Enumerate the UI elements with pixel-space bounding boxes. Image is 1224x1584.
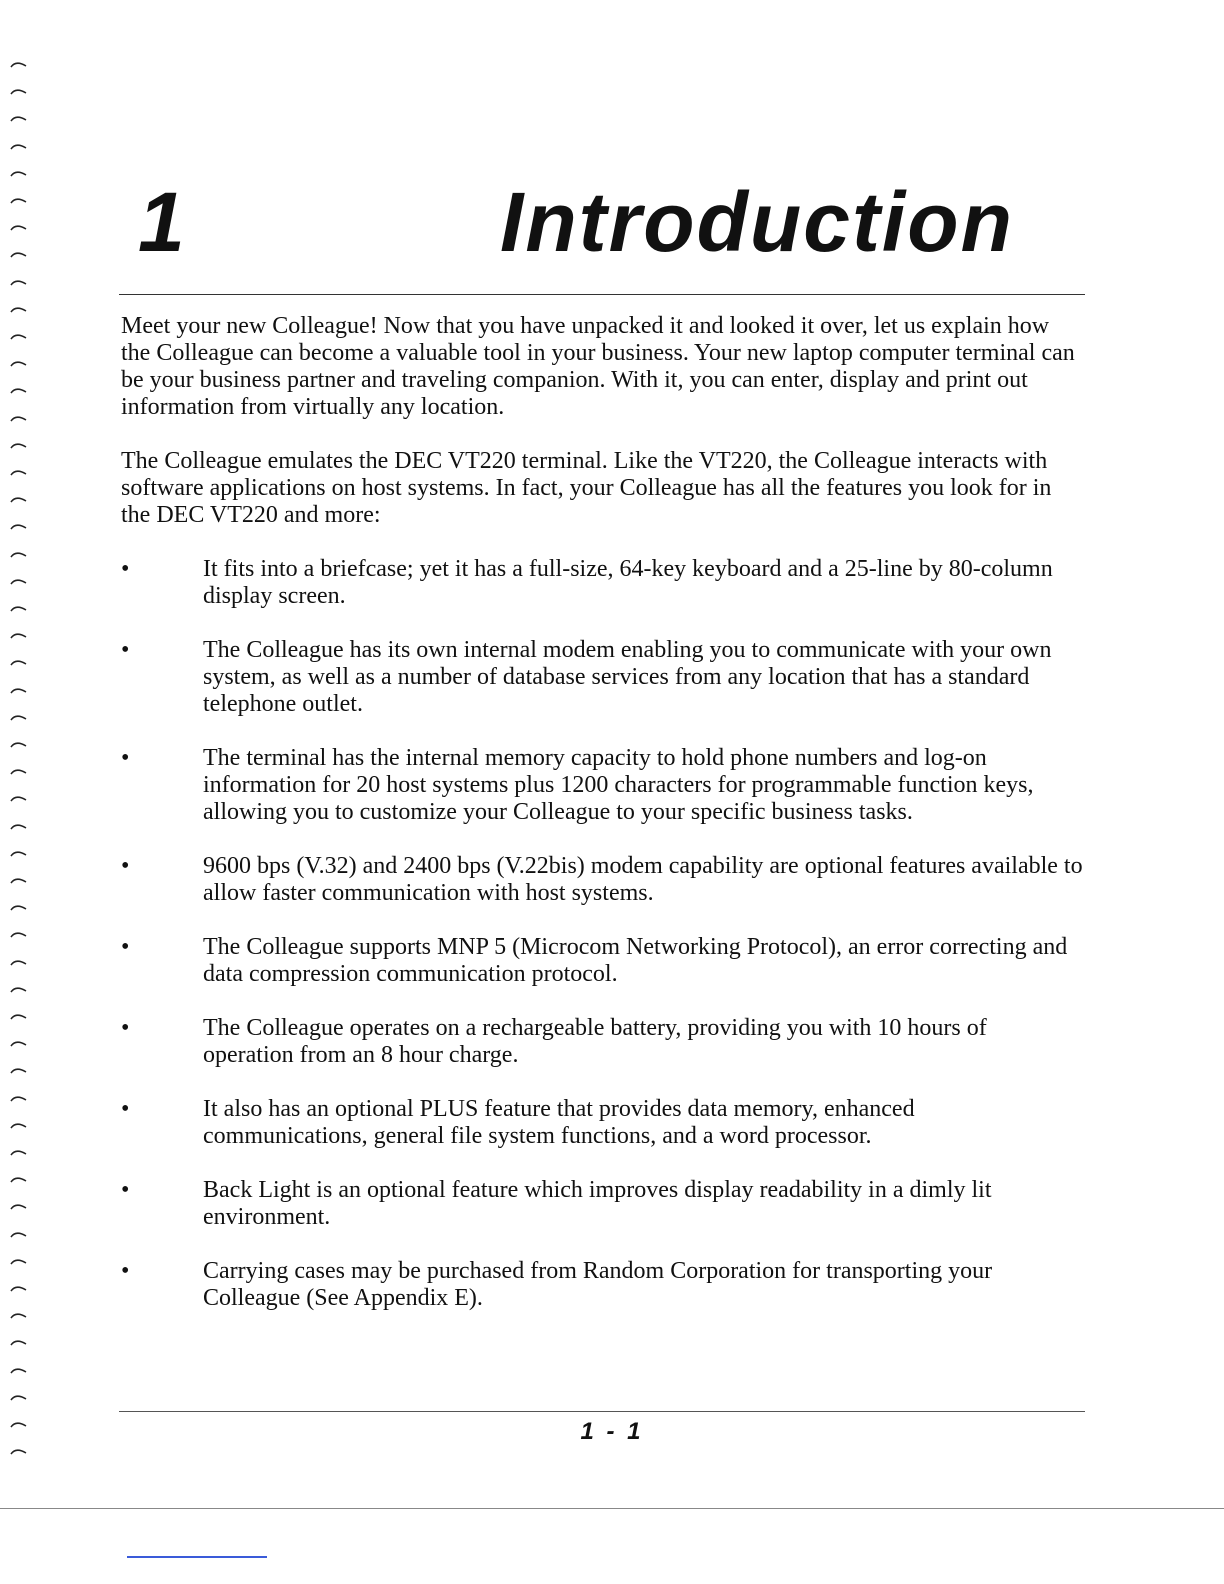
binding-mark-icon — [10, 1284, 28, 1292]
intro-paragraph: Meet your new Colleague! Now that you have unpacked it and looked it over, let us explain how the Colleague can become a valuable tool in your business. Your new laptop computer terminal can be your business partner and traveling companion. With it, you can enter, display and print out information from virtually any location. — [121, 313, 1075, 420]
binding-mark-icon — [10, 1366, 28, 1374]
binding-mark-icon — [10, 1012, 28, 1020]
binding-mark-icon — [10, 930, 28, 938]
binding-mark-icon — [10, 658, 28, 666]
binding-mark-icon — [10, 441, 28, 449]
title-divider — [119, 294, 1085, 295]
feature-text: 9600 bps (V.32) and 2400 bps (V.22bis) modem capability are optional features available to allow faster communication with host systems. — [203, 853, 1083, 906]
binding-mark-icon — [10, 1393, 28, 1401]
bullet-icon: • — [121, 1096, 130, 1122]
feature-list — [121, 556, 1083, 1312]
binding-mark-icon — [10, 550, 28, 558]
binding-mark-icon — [10, 359, 28, 367]
binding-mark-icon — [10, 1311, 28, 1319]
bullet-icon: • — [121, 1177, 130, 1203]
page-number: 1 - 1 — [580, 1418, 644, 1445]
feature-text: The Colleague supports MNP 5 (Microcom Networking Protocol), an error correcting and data compression communication protocol. — [203, 934, 1068, 987]
binding-mark-icon — [10, 386, 28, 394]
binding-mark-icon — [10, 985, 28, 993]
binding-mark-icon — [10, 631, 28, 639]
binding-mark-icon — [10, 1338, 28, 1346]
binding-mark-icon — [10, 114, 28, 122]
feature-text: It also has an optional PLUS feature that provides data memory, enhanced communications, general file system functions, and a word processor. — [203, 1096, 915, 1149]
bullet-icon: • — [121, 1258, 130, 1284]
footer-divider — [119, 1411, 1085, 1412]
bullet-icon: • — [121, 934, 130, 960]
binding-mark-icon — [10, 305, 28, 313]
binding-mark-icon — [10, 822, 28, 830]
binding-mark-icon — [10, 332, 28, 340]
feature-list-item — [121, 1177, 1083, 1231]
binding-mark-icon — [10, 196, 28, 204]
binding-mark-icon — [10, 87, 28, 95]
feature-text: The Colleague has its own internal modem enabling you to communicate with your own system, as well as a number of database services from any location that has a standard telephone outlet. — [203, 637, 1052, 717]
feature-list-item — [121, 745, 1083, 826]
binding-mark-icon — [10, 958, 28, 966]
binding-mark-icon — [10, 60, 28, 68]
bullet-icon: • — [121, 853, 130, 879]
binding-mark-icon — [10, 223, 28, 231]
binding-mark-icon — [10, 278, 28, 286]
binding-mark-icon — [10, 495, 28, 503]
feature-list-item — [121, 1258, 1083, 1312]
binding-mark-icon — [10, 686, 28, 694]
intro-paragraph: The Colleague emulates the DEC VT220 terminal. Like the VT220, the Colleague interacts with software applications on host systems. In fact, your Colleague has all the features you look for in the DEC VT220 and more: — [121, 448, 1052, 528]
feature-text: The Colleague operates on a rechargeable battery, providing you with 10 hours of operation from an 8 hour charge. — [203, 1015, 987, 1068]
binding-mark-icon — [10, 169, 28, 177]
binding-mark-icon — [10, 713, 28, 721]
binding-mark-icon — [10, 1094, 28, 1102]
binding-mark-icon — [10, 1202, 28, 1210]
binding-mark-icon — [10, 740, 28, 748]
binding-mark-icon — [10, 1121, 28, 1129]
bullet-icon: • — [121, 1015, 130, 1041]
feature-list-item — [121, 1015, 1083, 1069]
bullet-icon: • — [121, 637, 130, 663]
binding-mark-icon — [10, 794, 28, 802]
bullet-icon: • — [121, 745, 130, 771]
binding-mark-icon — [10, 414, 28, 422]
page-body — [121, 313, 1083, 1339]
binding-mark-icon — [10, 468, 28, 476]
feature-list-item — [121, 934, 1083, 988]
binding-mark-icon — [10, 1230, 28, 1238]
binding-mark-icon — [10, 876, 28, 884]
binding-mark-icon — [10, 849, 28, 857]
chapter-number: 1 — [138, 175, 185, 269]
binding-mark-icon — [10, 1148, 28, 1156]
scan-edge-tab — [127, 1556, 267, 1558]
feature-text: The terminal has the internal memory capacity to hold phone numbers and log-on information for 20 host systems plus 1200 characters for programmable function keys, allowing you to customize your Colleague to your specific business tasks. — [203, 745, 1034, 825]
binding-mark-icon — [10, 142, 28, 150]
binding-mark-icon — [10, 1447, 28, 1455]
binding-mark-icon — [10, 577, 28, 585]
binding-mark-icon — [10, 1175, 28, 1183]
binding-mark-icon — [10, 767, 28, 775]
binding-mark-icon — [10, 1066, 28, 1074]
feature-text: Back Light is an optional feature which improves display readability in a dimly lit environment. — [203, 1177, 992, 1230]
feature-list-item — [121, 853, 1083, 907]
binding-mark-icon — [10, 1257, 28, 1265]
feature-text: Carrying cases may be purchased from Random Corporation for transporting your Colleague (See Appendix E). — [203, 1258, 993, 1311]
scan-edge-line — [0, 1508, 1224, 1509]
binding-mark-icon — [10, 1039, 28, 1047]
feature-text: It fits into a briefcase; yet it has a full-size, 64-key keyboard and a 25-line by 80-column display screen. — [203, 556, 1053, 609]
binding-mark-icon — [10, 250, 28, 258]
feature-list-item — [121, 637, 1083, 718]
binding-mark-icon — [10, 522, 28, 530]
feature-list-item — [121, 556, 1083, 610]
binding-mark-icon — [10, 604, 28, 612]
binding-marks — [0, 0, 30, 1500]
binding-mark-icon — [10, 903, 28, 911]
bullet-icon: • — [121, 556, 130, 582]
feature-list-item — [121, 1096, 1083, 1150]
chapter-title: Introduction — [500, 175, 1014, 269]
